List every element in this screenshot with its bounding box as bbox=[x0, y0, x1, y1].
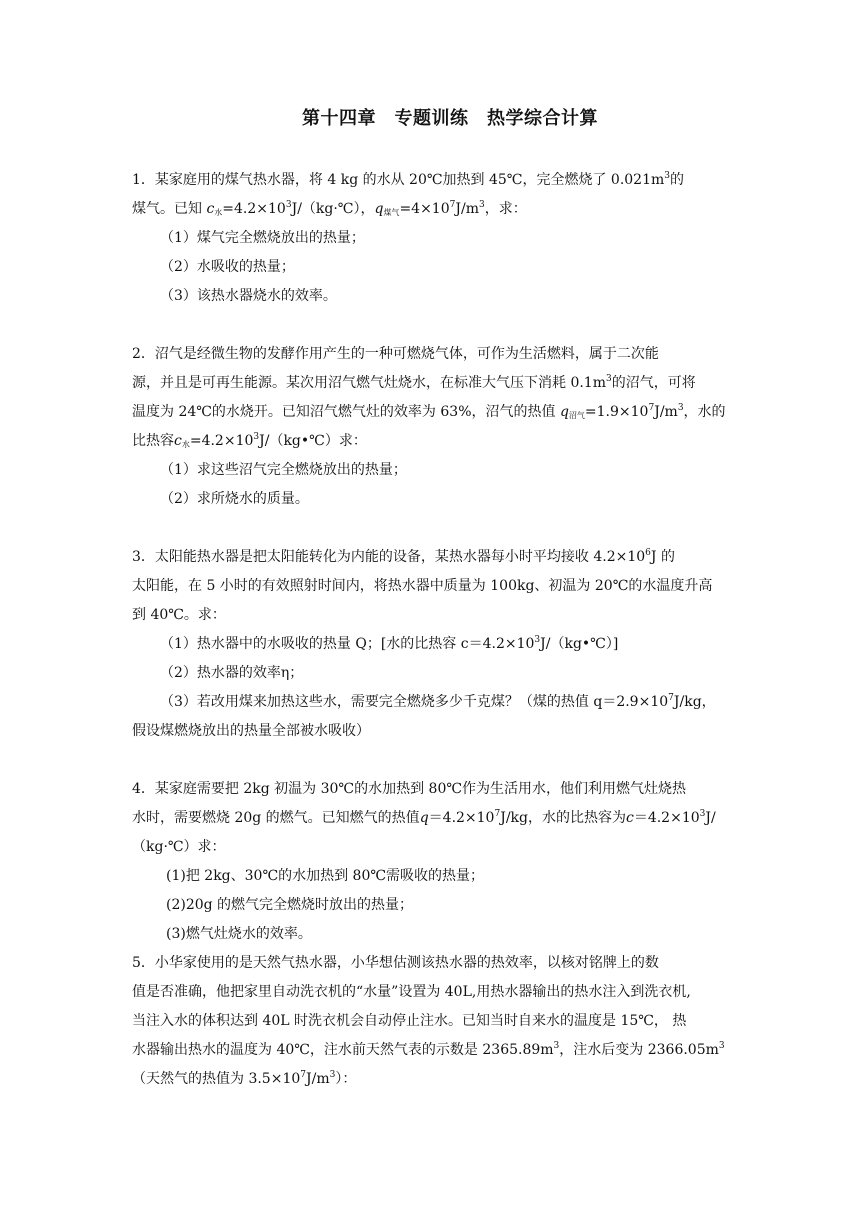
q3-line-3: 到 40℃。求： bbox=[132, 607, 226, 623]
q4-line-3: （kg·℃）求： bbox=[132, 839, 226, 855]
q3-text: J/kg， bbox=[673, 694, 716, 710]
q3-text: （3）若改用煤来加热这些水，需要完全燃烧多少千克煤？（煤的热值 q＝2.9×10 bbox=[160, 694, 669, 710]
q2-sup: 3 bbox=[253, 432, 260, 442]
q1-text: J/m bbox=[455, 201, 479, 217]
q2-sub: 沼气 bbox=[568, 411, 585, 420]
q5-text: J/m bbox=[306, 1071, 330, 1087]
q2-text: =4.2×10 bbox=[189, 433, 254, 449]
q1-text: J/（kg·℃）， bbox=[291, 201, 375, 217]
q3-text: J/（kg•℃）] bbox=[540, 636, 619, 652]
q2-sub: 水 bbox=[181, 440, 190, 449]
q5-line-1: 5．小华家使用的是天然气热水器，小华想估测该热水器的热效率，以核对铭牌上的数 bbox=[132, 955, 659, 971]
q3-line-2: 太阳能，在 5 小时的有效照射时间内，将热水器中质量为 100kg、初温为 20℃的水温度升高 bbox=[132, 578, 713, 594]
q1-line-1 bbox=[132, 170, 732, 190]
q4-line-1: 4．某家庭需要把 2kg 初温为 30℃的水加热到 80℃作为生活用水，他们利用燃气灶烧热 bbox=[132, 781, 687, 797]
q3-text: （1）热水器中的水吸收的热量 Q；[水的比热容 c＝4.2×10 bbox=[160, 636, 535, 652]
q2-sub-question-1: （1）求这些沼气完全燃烧放出的热量； bbox=[160, 462, 407, 478]
q4-sub-question-1: (1)把 2kg、30℃的水加热到 80℃需吸收的热量； bbox=[166, 868, 485, 884]
q1-sub-question-1: （1）煤气完全燃烧放出的热量； bbox=[160, 230, 365, 246]
symbol-q: q bbox=[374, 201, 384, 217]
q1-text: 1．某家庭用的煤气热水器，将 4 kg 的水从 20℃加热到 45℃，完全燃烧了 0.021m bbox=[132, 172, 665, 188]
q1-sub-question-2: （2）水吸收的热量； bbox=[160, 259, 295, 275]
q2-text: 源，并且是可再生能源。某次用沼气燃气灶烧水，在标准大气压下消耗 0.1m bbox=[132, 375, 606, 391]
q5-sup: 7 bbox=[300, 1070, 306, 1080]
q4-text: J/kg，水的比热容为 bbox=[500, 810, 626, 826]
q1-sup: 7 bbox=[449, 200, 456, 210]
q2-text: J/（kg•℃）求： bbox=[259, 433, 367, 449]
q4-line-2 bbox=[132, 808, 732, 828]
symbol-q: q bbox=[559, 404, 569, 420]
q4-text: 水时，需要燃烧 20g 的燃气。已知燃气的热值 bbox=[132, 810, 420, 826]
q5-line-5 bbox=[132, 1069, 732, 1089]
q1-sup: 3 bbox=[664, 171, 670, 181]
q2-sup: 7 bbox=[648, 403, 655, 413]
symbol-c: c bbox=[206, 201, 215, 217]
q2-line-1: 2．沼气是经微生物的发酵作用产生的一种可燃烧气体，可作为生活燃料，属于二次能 bbox=[132, 346, 659, 362]
q4-sub-question-3: (3)燃气灶烧水的效率。 bbox=[166, 926, 312, 942]
q2-sub-question-2: （2）求所烧水的质量。 bbox=[160, 491, 309, 507]
symbol-q: q bbox=[419, 810, 429, 826]
q2-sup: 3 bbox=[677, 403, 684, 413]
q1-sub: 煤气 bbox=[383, 208, 400, 217]
q2-sup: 3 bbox=[606, 374, 612, 384]
q3-sub-question-3-cont: 假设煤燃烧放出的热量全部被水吸收） bbox=[132, 723, 370, 739]
q4-text: J/ bbox=[705, 810, 716, 826]
q5-sup: 3 bbox=[718, 1041, 725, 1051]
q1-sup: 3 bbox=[285, 200, 292, 210]
symbol-c: c bbox=[174, 433, 182, 449]
q2-text: ，水的 bbox=[683, 404, 726, 420]
q3-sub-question-2: （2）热水器的效率η； bbox=[160, 665, 304, 681]
q1-sub: 水 bbox=[214, 208, 223, 217]
q2-line-3 bbox=[132, 402, 732, 422]
q5-text: 水器输出热水的温度为 40℃，注水前天然气表的示数是 2365.89m bbox=[132, 1042, 554, 1058]
q1-text: ，求： bbox=[484, 201, 527, 217]
q1-line-2 bbox=[132, 199, 732, 219]
q2-text: =1.9×10 bbox=[584, 404, 649, 420]
q1-text: =4.2×10 bbox=[222, 201, 286, 217]
q5-sup: 3 bbox=[329, 1070, 336, 1080]
q1-sup: 3 bbox=[478, 200, 485, 210]
q4-text: ＝4.2×10 bbox=[633, 810, 700, 826]
q1-sub-question-3: （3）该热水器烧水的效率。 bbox=[160, 288, 337, 304]
q3-sup: 7 bbox=[668, 693, 674, 703]
q2-line-2 bbox=[132, 373, 732, 393]
q2-text: 的沼气，可将 bbox=[611, 375, 696, 391]
q5-text: ，注水后变为 2366.05m bbox=[559, 1042, 719, 1058]
q3-sub-question-3 bbox=[160, 692, 760, 712]
q2-text: 温度为 24℃的水烧开。已知沼气燃气灶的效率为 63%，沼气的热值 bbox=[132, 404, 556, 420]
q4-text: ＝4.2×10 bbox=[428, 810, 495, 826]
q5-line-2: 值是否准确，他把家里自动洗衣机的“水量”设置为 40L,用热水器输出的热水注入到洗衣机, bbox=[132, 984, 691, 1000]
q1-text: 煤气。已知 bbox=[132, 201, 202, 217]
q3-line-1 bbox=[132, 547, 732, 567]
q5-line-3: 当注入水的体积达到 40L 时洗衣机会自动停止注水。已知当时自来水的温度是 15℃， 热 bbox=[132, 1013, 687, 1029]
q2-text: 比热容 bbox=[132, 433, 174, 449]
q4-sub-question-2: (2)20g 的燃气完全燃烧时放出的热量； bbox=[166, 897, 414, 913]
q3-sup: 6 bbox=[645, 548, 651, 558]
q4-sup: 3 bbox=[699, 809, 706, 819]
q2-line-4 bbox=[132, 431, 732, 451]
q3-sup: 3 bbox=[534, 635, 541, 645]
page-title: 第十四章 专题训练 热学综合计算 bbox=[302, 108, 598, 129]
q3-text: 3．太阳能热水器是把太阳能转化为内能的设备，某热水器每小时平均接收 4.2×10 bbox=[132, 549, 646, 565]
q5-text: ）： bbox=[335, 1071, 357, 1087]
q5-line-4 bbox=[132, 1040, 732, 1060]
q4-sup: 7 bbox=[494, 809, 501, 819]
q1-text: 的 bbox=[670, 172, 684, 188]
q5-text: （天然气的热值为 3.5×10 bbox=[132, 1071, 301, 1087]
q1-text: =4×10 bbox=[399, 201, 450, 217]
symbol-c: c bbox=[625, 810, 634, 826]
q3-text: J 的 bbox=[650, 549, 675, 565]
q5-sup: 3 bbox=[553, 1041, 560, 1051]
q2-text: J/m bbox=[654, 404, 678, 420]
q3-sub-question-1 bbox=[160, 634, 760, 654]
